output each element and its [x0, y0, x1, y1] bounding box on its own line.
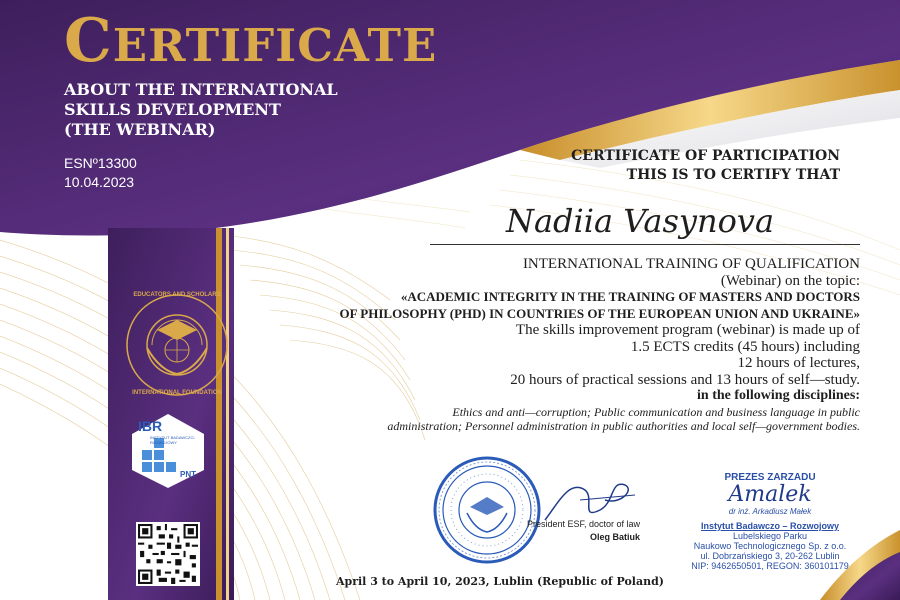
title-rest: ERTIFICATE — [112, 19, 438, 72]
certificate-body — [300, 256, 860, 433]
org-line: Instytut Badawczo – Rozwojowy — [700, 521, 839, 531]
disciplines-text: Ethics and anti—corruption; Public communication and business language in public — [452, 404, 860, 419]
participation-heading — [440, 147, 840, 185]
certificate-subtitle — [64, 80, 394, 140]
foundation-logo — [122, 290, 232, 400]
topic-line: «ACADEMIC INTEGRITY IN THE TRAINING OF MASTERS AND DOCTORS — [400, 289, 860, 304]
event-dates-footer: April 3 to April 10, 2023, Lublin (Republic of Poland) — [335, 575, 665, 588]
signature-left — [460, 518, 640, 544]
signature-left-name: Oleg Batiuk — [589, 532, 640, 542]
recipient-name: Nadiia Vasynova — [505, 202, 775, 240]
org-ids: NIP: 9462650501, REGON: 360101179 — [691, 561, 849, 571]
body-line: (Webinar) on the topic: — [720, 272, 860, 289]
topic-line: OF PHILOSOPHY (PHD) IN COUNTRIES OF THE EUROPEAN UNION AND UKRAINE» — [339, 305, 860, 321]
org-address: ul. Dobrzańskiego 3, 20-262 Lublin — [700, 551, 840, 561]
title-initial: C — [64, 6, 113, 76]
org-line: Naukowo Technologicznego Sp. z o.o. — [693, 541, 847, 551]
certificate-meta — [64, 154, 137, 192]
official-stamp — [432, 455, 542, 565]
body-line: 1.5 ECTS credits (45 hours) including — [630, 338, 860, 355]
subtitle-line: SKILLS DEVELOPMENT — [64, 100, 281, 119]
body-line: 20 hours of practical sessions and 13 hours of self—study. — [510, 371, 860, 388]
subtitle-line: (THE WEBINAR) — [64, 120, 216, 139]
disciplines-label: in the following disciplines: — [697, 388, 860, 403]
body-line: INTERNATIONAL TRAINING OF QUALIFICATION — [522, 256, 860, 272]
signature-right-name: dr inż. Arkadiusz Małek — [728, 507, 812, 516]
ibr-letters: IBR — [138, 418, 163, 434]
subtitle-line: ABOUT THE INTERNATIONAL — [64, 80, 338, 99]
disciplines-text: administration; Personnel administration in public authorities and local self—government bodies. — [387, 418, 860, 433]
body-line: 12 hours of lectures, — [737, 355, 860, 371]
foundation-logo-text-top: EDUCATORS AND SCHOLARS — [133, 292, 221, 298]
qr-code[interactable] — [136, 522, 200, 586]
signature-right-scribble: Amalek — [728, 482, 812, 507]
org-line: Lubelskiego Parku — [732, 531, 808, 541]
certificate-title — [64, 6, 437, 76]
signature-right — [680, 472, 860, 571]
body-line: The skills improvement program (webinar) is made up of — [515, 322, 860, 338]
ibr-pnt: PNT — [180, 470, 196, 479]
es-number: ESNº13300 — [64, 155, 137, 171]
participation-line-2: THIS IS TO CERTIFY THAT — [626, 167, 840, 183]
participation-line-1: CERTIFICATE OF PARTICIPATION — [571, 148, 840, 164]
foundation-logo-text-bottom: INTERNATIONAL FOUNDATION — [132, 390, 222, 396]
signature-left-role: President ESF, doctor of law — [526, 519, 640, 529]
name-underline — [430, 244, 860, 245]
signature-right-role: PREZES ZARZADU — [724, 472, 816, 483]
issue-date: 10.04.2023 — [64, 174, 135, 190]
ibr-side-text: INSTYTUT BADAWCZO-ROZWOJOWY — [150, 435, 195, 445]
